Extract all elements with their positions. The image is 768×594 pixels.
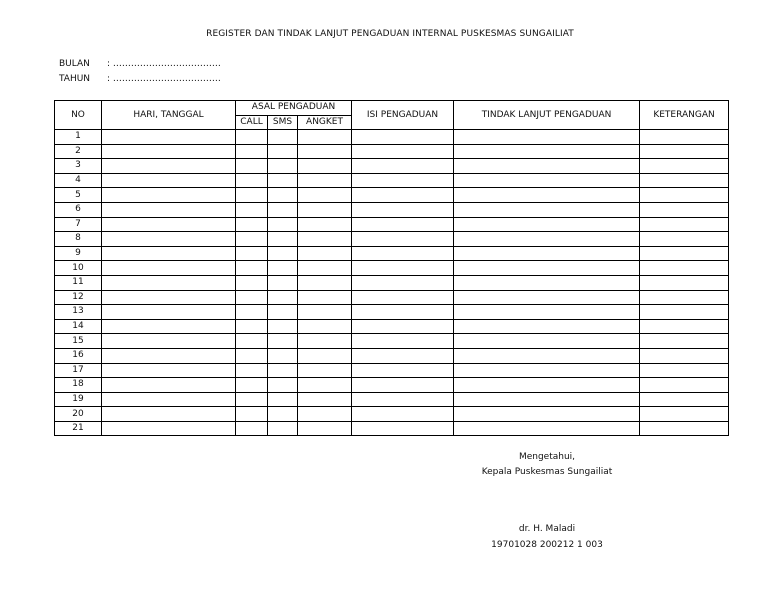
- cell-call: [236, 188, 268, 203]
- header-angket: ANGKET: [298, 115, 352, 130]
- cell-tindak-lanjut: [454, 319, 640, 334]
- cell-no: 9: [55, 246, 102, 261]
- cell-angket: [298, 421, 352, 436]
- cell-sms: [268, 348, 298, 363]
- cell-angket: [298, 261, 352, 276]
- cell-no: 20: [55, 407, 102, 422]
- cell-angket: [298, 246, 352, 261]
- cell-sms: [268, 407, 298, 422]
- cell-angket: [298, 144, 352, 159]
- cell-isi-pengaduan: [352, 217, 454, 232]
- cell-call: [236, 334, 268, 349]
- table-row: [55, 130, 729, 145]
- cell-keterangan: [640, 130, 729, 145]
- cell-hari-tanggal: [102, 392, 236, 407]
- cell-sms: [268, 246, 298, 261]
- cell-tindak-lanjut: [454, 421, 640, 436]
- cell-angket: [298, 188, 352, 203]
- cell-keterangan: [640, 305, 729, 320]
- cell-hari-tanggal: [102, 261, 236, 276]
- cell-no: 16: [55, 348, 102, 363]
- table-row: [55, 421, 729, 436]
- cell-call: [236, 275, 268, 290]
- cell-isi-pengaduan: [352, 407, 454, 422]
- cell-hari-tanggal: [102, 334, 236, 349]
- cell-call: [236, 319, 268, 334]
- cell-tindak-lanjut: [454, 378, 640, 393]
- cell-call: [236, 348, 268, 363]
- cell-tindak-lanjut: [454, 202, 640, 217]
- cell-sms: [268, 334, 298, 349]
- cell-hari-tanggal: [102, 246, 236, 261]
- cell-hari-tanggal: [102, 130, 236, 145]
- cell-keterangan: [640, 392, 729, 407]
- cell-isi-pengaduan: [352, 144, 454, 159]
- cell-sms: [268, 319, 298, 334]
- cell-keterangan: [640, 188, 729, 203]
- cell-tindak-lanjut: [454, 130, 640, 145]
- cell-call: [236, 217, 268, 232]
- cell-keterangan: [640, 334, 729, 349]
- bulan-field: [59, 59, 221, 69]
- cell-hari-tanggal: [102, 275, 236, 290]
- cell-sms: [268, 290, 298, 305]
- cell-call: [236, 290, 268, 305]
- cell-keterangan: [640, 421, 729, 436]
- cell-keterangan: [640, 319, 729, 334]
- table-row: [55, 305, 729, 320]
- cell-no: 10: [55, 261, 102, 276]
- cell-no: 11: [55, 275, 102, 290]
- cell-isi-pengaduan: [352, 363, 454, 378]
- table-row: [55, 348, 729, 363]
- cell-call: [236, 232, 268, 247]
- cell-keterangan: [640, 275, 729, 290]
- cell-isi-pengaduan: [352, 378, 454, 393]
- cell-sms: [268, 378, 298, 393]
- table-row: [55, 275, 729, 290]
- table-row: [55, 144, 729, 159]
- table-row: [55, 202, 729, 217]
- cell-call: [236, 261, 268, 276]
- document-title: REGISTER DAN TINDAK LANJUT PENGADUAN INTERNAL PUSKESMAS SUNGAILIAT: [206, 29, 574, 39]
- cell-call: [236, 173, 268, 188]
- cell-tindak-lanjut: [454, 275, 640, 290]
- cell-tindak-lanjut: [454, 407, 640, 422]
- cell-sms: [268, 275, 298, 290]
- cell-angket: [298, 319, 352, 334]
- table-row: [55, 363, 729, 378]
- cell-angket: [298, 290, 352, 305]
- cell-hari-tanggal: [102, 202, 236, 217]
- cell-no: 4: [55, 173, 102, 188]
- cell-angket: [298, 334, 352, 349]
- cell-angket: [298, 305, 352, 320]
- cell-angket: [298, 173, 352, 188]
- cell-call: [236, 421, 268, 436]
- header-hari-tanggal: HARI, TANGGAL: [102, 101, 236, 130]
- cell-tindak-lanjut: [454, 305, 640, 320]
- header-call: CALL: [236, 115, 268, 130]
- cell-sms: [268, 130, 298, 145]
- cell-call: [236, 130, 268, 145]
- cell-tindak-lanjut: [454, 173, 640, 188]
- register-body: [55, 130, 729, 436]
- cell-no: 3: [55, 159, 102, 174]
- table-row: [55, 290, 729, 305]
- cell-call: [236, 392, 268, 407]
- cell-no: 13: [55, 305, 102, 320]
- cell-no: 8: [55, 232, 102, 247]
- cell-no: 6: [55, 202, 102, 217]
- cell-hari-tanggal: [102, 188, 236, 203]
- cell-isi-pengaduan: [352, 202, 454, 217]
- cell-tindak-lanjut: [454, 363, 640, 378]
- cell-sms: [268, 173, 298, 188]
- cell-angket: [298, 159, 352, 174]
- cell-isi-pengaduan: [352, 392, 454, 407]
- cell-tindak-lanjut: [454, 348, 640, 363]
- cell-call: [236, 407, 268, 422]
- cell-keterangan: [640, 173, 729, 188]
- bulan-label: BULAN: [59, 59, 90, 69]
- signer-nip: 19701028 200212 1 003: [491, 540, 603, 550]
- table-row: [55, 188, 729, 203]
- cell-angket: [298, 217, 352, 232]
- cell-angket: [298, 378, 352, 393]
- header-isi-pengaduan: ISI PENGADUAN: [352, 101, 454, 130]
- cell-keterangan: [640, 232, 729, 247]
- cell-hari-tanggal: [102, 348, 236, 363]
- table-row: [55, 334, 729, 349]
- cell-no: 18: [55, 378, 102, 393]
- cell-sms: [268, 421, 298, 436]
- cell-isi-pengaduan: [352, 290, 454, 305]
- cell-tindak-lanjut: [454, 188, 640, 203]
- cell-no: 21: [55, 421, 102, 436]
- cell-keterangan: [640, 407, 729, 422]
- cell-sms: [268, 305, 298, 320]
- table-row: [55, 217, 729, 232]
- cell-sms: [268, 261, 298, 276]
- bulan-value: : ………………………………: [107, 59, 221, 69]
- signer-position: Kepala Puskesmas Sungailiat: [481, 467, 613, 477]
- cell-no: 14: [55, 319, 102, 334]
- cell-hari-tanggal: [102, 407, 236, 422]
- cell-hari-tanggal: [102, 290, 236, 305]
- cell-isi-pengaduan: [352, 261, 454, 276]
- cell-call: [236, 363, 268, 378]
- cell-keterangan: [640, 246, 729, 261]
- cell-isi-pengaduan: [352, 246, 454, 261]
- cell-sms: [268, 144, 298, 159]
- cell-isi-pengaduan: [352, 130, 454, 145]
- register-table: [54, 100, 729, 436]
- cell-isi-pengaduan: [352, 275, 454, 290]
- table-row: [55, 378, 729, 393]
- cell-sms: [268, 392, 298, 407]
- cell-hari-tanggal: [102, 232, 236, 247]
- table-row: [55, 159, 729, 174]
- header-tindak-lanjut: TINDAK LANJUT PENGADUAN: [454, 101, 640, 130]
- cell-isi-pengaduan: [352, 421, 454, 436]
- cell-hari-tanggal: [102, 144, 236, 159]
- tahun-value: : ………………………………: [107, 74, 221, 84]
- cell-hari-tanggal: [102, 363, 236, 378]
- cell-tindak-lanjut: [454, 290, 640, 305]
- table-row: [55, 173, 729, 188]
- cell-hari-tanggal: [102, 421, 236, 436]
- signer-name: dr. H. Maladi: [518, 524, 576, 534]
- cell-keterangan: [640, 348, 729, 363]
- cell-keterangan: [640, 378, 729, 393]
- table-row: [55, 407, 729, 422]
- cell-call: [236, 378, 268, 393]
- header-keterangan: KETERANGAN: [640, 101, 729, 130]
- cell-hari-tanggal: [102, 378, 236, 393]
- cell-no: 2: [55, 144, 102, 159]
- cell-tindak-lanjut: [454, 232, 640, 247]
- mengetahui-text: Mengetahui,: [518, 452, 576, 462]
- cell-isi-pengaduan: [352, 159, 454, 174]
- cell-call: [236, 305, 268, 320]
- cell-no: 19: [55, 392, 102, 407]
- cell-sms: [268, 159, 298, 174]
- tahun-label: TAHUN: [59, 74, 91, 84]
- cell-isi-pengaduan: [352, 173, 454, 188]
- cell-angket: [298, 232, 352, 247]
- header-sms: SMS: [268, 115, 298, 130]
- cell-tindak-lanjut: [454, 261, 640, 276]
- cell-call: [236, 202, 268, 217]
- cell-hari-tanggal: [102, 173, 236, 188]
- tahun-field: [59, 74, 221, 84]
- cell-sms: [268, 363, 298, 378]
- cell-hari-tanggal: [102, 159, 236, 174]
- cell-sms: [268, 232, 298, 247]
- cell-angket: [298, 392, 352, 407]
- cell-tindak-lanjut: [454, 392, 640, 407]
- cell-tindak-lanjut: [454, 246, 640, 261]
- cell-call: [236, 159, 268, 174]
- cell-tindak-lanjut: [454, 217, 640, 232]
- cell-tindak-lanjut: [454, 159, 640, 174]
- cell-keterangan: [640, 290, 729, 305]
- cell-no: 17: [55, 363, 102, 378]
- cell-isi-pengaduan: [352, 348, 454, 363]
- cell-angket: [298, 348, 352, 363]
- cell-isi-pengaduan: [352, 334, 454, 349]
- cell-no: 7: [55, 217, 102, 232]
- cell-angket: [298, 202, 352, 217]
- cell-hari-tanggal: [102, 319, 236, 334]
- cell-angket: [298, 407, 352, 422]
- cell-isi-pengaduan: [352, 305, 454, 320]
- header-no: NO: [55, 101, 102, 130]
- header-asal-pengaduan: ASAL PENGADUAN: [236, 101, 352, 116]
- table-row: [55, 319, 729, 334]
- cell-keterangan: [640, 144, 729, 159]
- table-row: [55, 392, 729, 407]
- cell-angket: [298, 130, 352, 145]
- cell-isi-pengaduan: [352, 319, 454, 334]
- table-row: [55, 232, 729, 247]
- cell-no: 1: [55, 130, 102, 145]
- cell-call: [236, 246, 268, 261]
- table-row: [55, 246, 729, 261]
- cell-hari-tanggal: [102, 217, 236, 232]
- cell-no: 12: [55, 290, 102, 305]
- cell-isi-pengaduan: [352, 232, 454, 247]
- cell-sms: [268, 217, 298, 232]
- cell-tindak-lanjut: [454, 144, 640, 159]
- cell-isi-pengaduan: [352, 188, 454, 203]
- cell-keterangan: [640, 217, 729, 232]
- cell-sms: [268, 202, 298, 217]
- cell-keterangan: [640, 202, 729, 217]
- cell-hari-tanggal: [102, 305, 236, 320]
- cell-no: 15: [55, 334, 102, 349]
- cell-angket: [298, 363, 352, 378]
- cell-angket: [298, 275, 352, 290]
- cell-sms: [268, 188, 298, 203]
- cell-keterangan: [640, 159, 729, 174]
- table-row: [55, 261, 729, 276]
- cell-call: [236, 144, 268, 159]
- cell-keterangan: [640, 261, 729, 276]
- cell-tindak-lanjut: [454, 334, 640, 349]
- cell-no: 5: [55, 188, 102, 203]
- cell-keterangan: [640, 363, 729, 378]
